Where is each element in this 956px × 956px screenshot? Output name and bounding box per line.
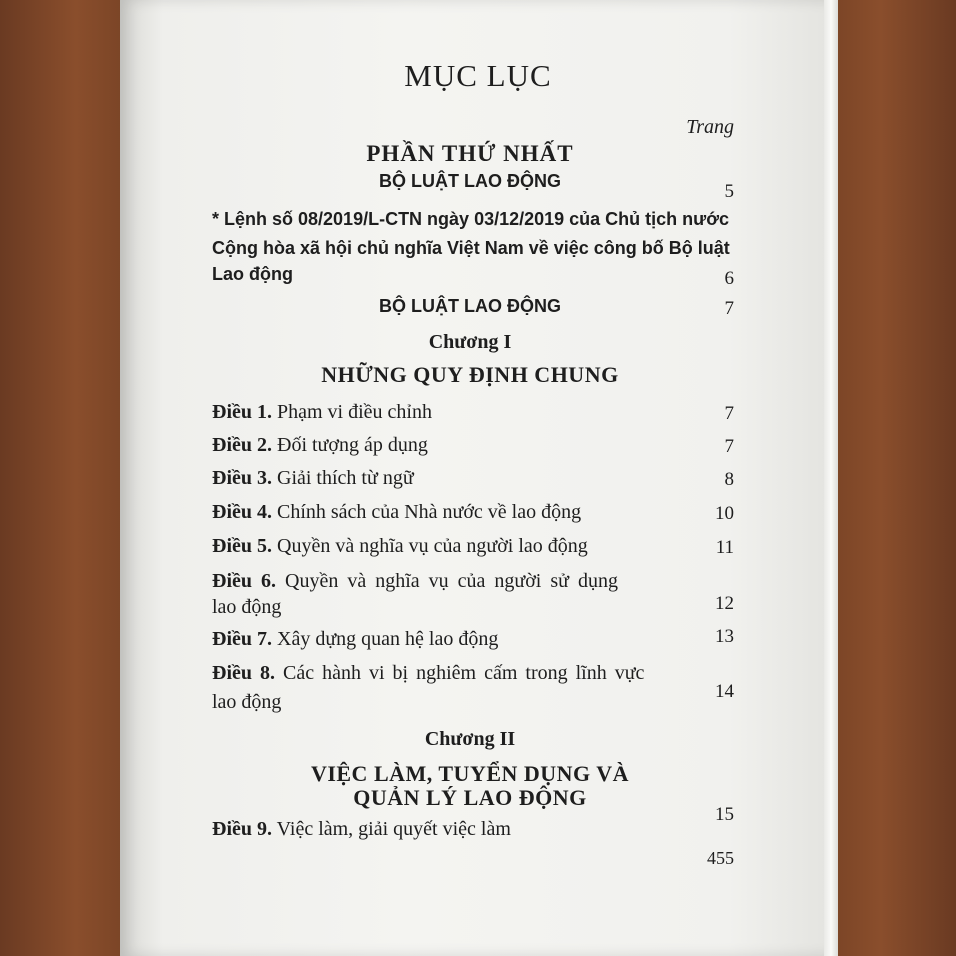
order-line-1: * Lệnh số 08/2019/L-CTN ngày 03/12/2019 của Chủ tịch nước	[212, 209, 730, 229]
table-surface-right	[830, 0, 956, 956]
toc-entry-article-9	[212, 818, 511, 841]
toc-entry-article-2	[212, 434, 428, 457]
table-surface-left	[0, 0, 126, 956]
article-number: Điều 6.	[212, 570, 276, 592]
article-number: Điều 5.	[212, 535, 272, 557]
page-edge	[824, 0, 838, 956]
order-line-3: Lao động	[212, 264, 293, 284]
article-title: Phạm vi điều chỉnh	[277, 401, 432, 423]
law-heading: BỘ LUẬT LAO ĐỘNG	[379, 296, 561, 316]
part-title: PHẦN THỨ NHẤT	[366, 141, 574, 166]
chapter-1-title: NHỮNG QUY ĐỊNH CHUNG	[321, 362, 619, 387]
article-number: Điều 7.	[212, 628, 272, 650]
toc-entry-page: 12	[715, 593, 734, 614]
chapter-2-title-line-2: QUẢN LÝ LAO ĐỘNG	[353, 785, 587, 810]
article-title: Giải thích từ ngữ	[277, 467, 414, 489]
toc-entry-article-5	[212, 535, 588, 558]
law-title: BỘ LUẬT LAO ĐỘNG	[379, 171, 561, 191]
law-heading-page: 7	[724, 298, 734, 319]
article-title: Việc làm, giải quyết việc làm	[276, 818, 511, 840]
article-number: Điều 1.	[212, 401, 272, 423]
order-page: 6	[724, 268, 734, 289]
article-title-continued: lao động	[212, 596, 282, 618]
toc-entry-article-3	[212, 467, 414, 490]
article-title: Quyền và nghĩa vụ của người lao động	[277, 535, 588, 557]
toc-entry-article-6	[212, 570, 618, 593]
toc-entry-article-1	[212, 401, 432, 424]
toc-entry-article-8	[212, 662, 644, 685]
article-title: Các hành vi bị nghiêm cấm trong lĩnh vực	[283, 662, 645, 684]
toc-entry-page: 8	[724, 469, 734, 490]
article-number: Điều 2.	[212, 434, 272, 456]
page-title: MỤC LỤC	[404, 58, 552, 93]
toc-entry-page: 13	[715, 626, 734, 647]
article-title: Xây dựng quan hệ lao động	[277, 628, 499, 650]
page-number: 455	[707, 848, 734, 868]
chapter-2-title-line-1: VIỆC LÀM, TUYỂN DỤNG VÀ	[310, 761, 630, 786]
toc-entry-page: 7	[724, 436, 734, 457]
toc-entry-article-7	[212, 628, 498, 651]
chapter-2-page: 15	[715, 804, 734, 825]
order-line-2: Cộng hòa xã hội chủ nghĩa Việt Nam về việc công bố Bộ luật	[212, 238, 730, 258]
toc-entry-article-4	[212, 501, 581, 524]
toc-entry-page: 14	[715, 681, 734, 702]
chapter-1-label: Chương I	[428, 331, 512, 353]
article-number: Điều 3.	[212, 467, 272, 489]
article-number: Điều 4.	[212, 501, 272, 523]
article-number: Điều 8.	[212, 662, 275, 684]
law-title-page: 5	[724, 181, 734, 202]
toc-entry-page: 7	[724, 403, 734, 424]
article-title: Chính sách của Nhà nước về lao động	[277, 501, 582, 523]
article-title-continued: lao động	[212, 691, 282, 713]
chapter-2-label: Chương II	[424, 728, 516, 750]
article-title: Đối tượng áp dụng	[277, 434, 428, 456]
toc-entry-page: 10	[715, 503, 734, 524]
article-title: Quyền và nghĩa vụ của người sử dụng	[285, 570, 618, 592]
article-number: Điều 9.	[212, 818, 272, 840]
toc-entry-page: 11	[715, 537, 734, 558]
page-column-label: Trang	[686, 116, 734, 138]
